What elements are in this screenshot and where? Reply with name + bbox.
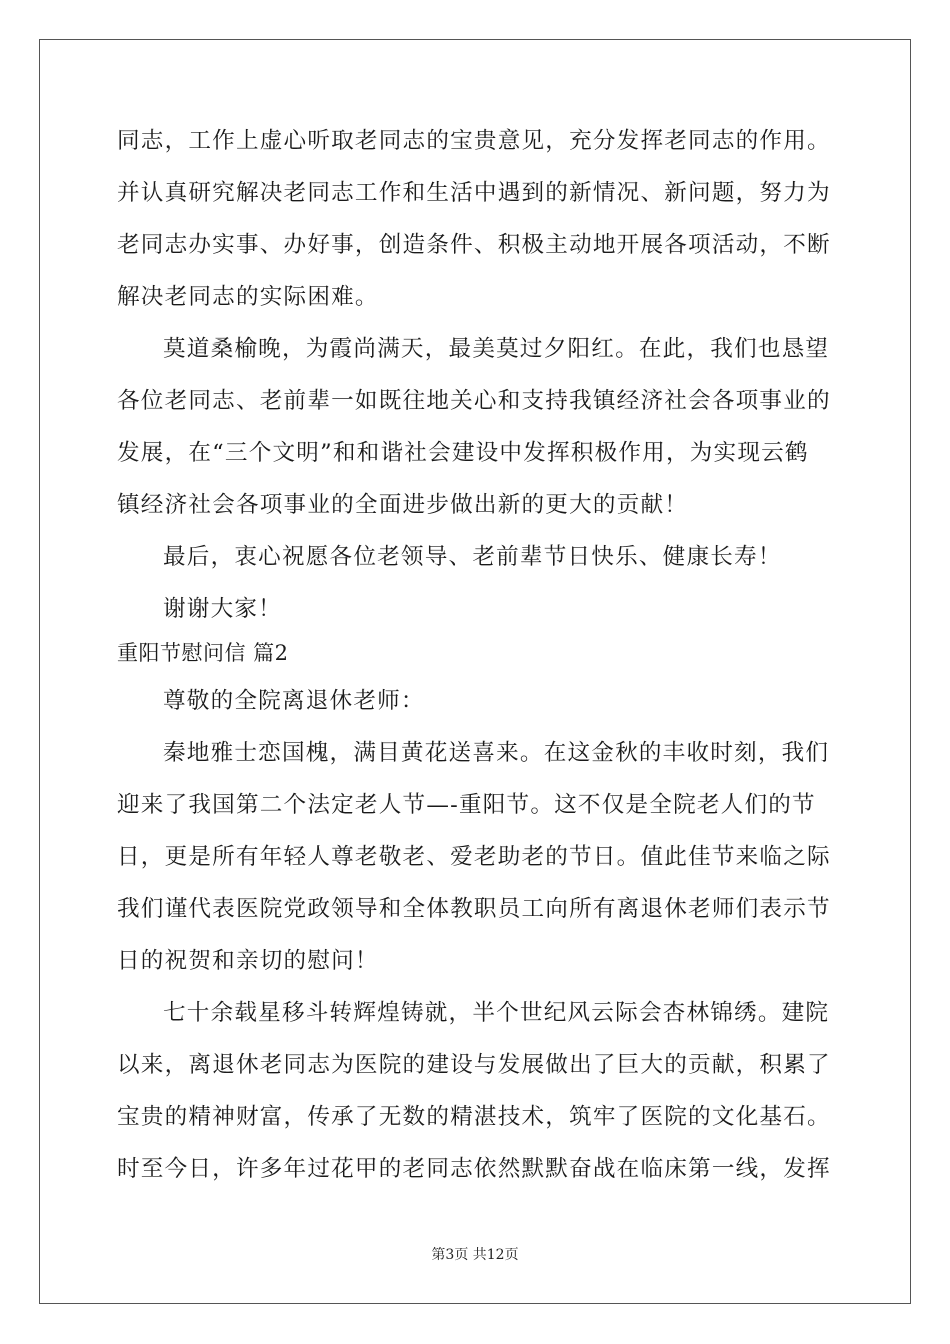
- paragraph-start: 莫道桑榆晚，为霞尚满天，最美莫过夕阳红。在此，我们也恳望: [163, 336, 830, 362]
- text-line: 老同志办实事、办好事，创造条件、积极主动地开展各项活动，不断: [117, 232, 831, 258]
- paragraph-start: 秦地雅士恋国槐，满目黄花送喜来。在这金秋的丰收时刻，我们: [163, 740, 830, 766]
- text-line: 镇经济社会各项事业的全面进步做出新的更大的贡献！: [117, 492, 689, 518]
- paragraph-start: 谢谢大家！: [163, 596, 282, 622]
- text-line: 并认真研究解决老同志工作和生活中遇到的新情况、新问题，努力为: [117, 180, 831, 206]
- text-line: 发展，在“三个文明”和和谐社会建设中发挥积极作用，为实现云鹤: [117, 440, 809, 466]
- text-line: 宝贵的精神财富，传承了无数的精湛技术，筑牢了医院的文化基石。: [117, 1104, 831, 1130]
- section-heading: 重阳节慰问信 篇2: [117, 641, 289, 665]
- text-line: 日的祝贺和亲切的慰问！: [117, 948, 379, 974]
- text-line: 解决老同志的实际困难。: [117, 284, 379, 310]
- paragraph-start: 最后，衷心祝愿各位老领导、老前辈节日快乐、健康长寿！: [163, 544, 782, 570]
- page-number: 第3页 共12页: [431, 1247, 519, 1263]
- text-line: 同志，工作上虚心听取老同志的宝贵意见，充分发挥老同志的作用。: [117, 128, 831, 154]
- text-line: 以来，离退休老同志为医院的建设与发展做出了巨大的贡献，积累了: [117, 1052, 831, 1078]
- text-line: 迎来了我国第二个法定老人节—-重阳节。这不仅是全院老人们的节: [117, 792, 816, 818]
- salutation: 尊敬的全院离退休老师：: [163, 688, 425, 714]
- text-line: 时至今日，许多年过花甲的老同志依然默默奋战在临床第一线，发挥: [117, 1156, 831, 1182]
- paragraph-start: 七十余载星移斗转辉煌铸就，半个世纪风云际会杏林锦绣。建院: [163, 1000, 830, 1026]
- text-line: 各位老同志、老前辈一如既往地关心和支持我镇经济社会各项事业的: [117, 388, 831, 414]
- text-line: 我们谨代表医院党政领导和全体教职员工向所有离退休老师们表示节: [117, 896, 831, 922]
- text-line: 日，更是所有年轻人尊老敬老、爱老助老的节日。值此佳节来临之际: [117, 844, 831, 870]
